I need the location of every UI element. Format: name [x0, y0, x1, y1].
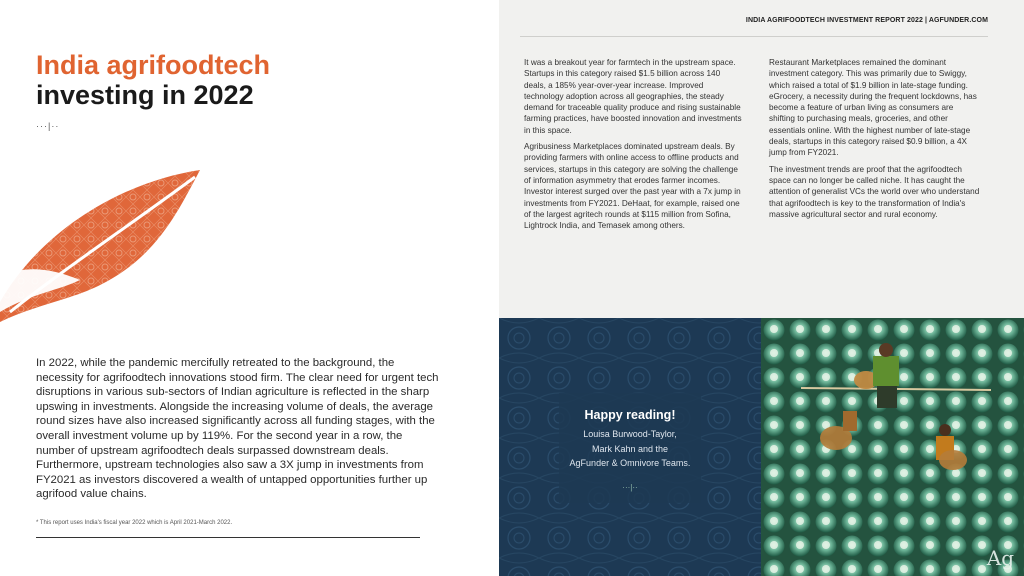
photo-illustration — [761, 318, 1024, 576]
signoff-line-3: AgFunder & Omnivore Teams. — [569, 458, 691, 468]
signoff-line-1: Louisa Burwood-Taylor, — [583, 429, 677, 439]
page-title — [36, 50, 270, 110]
signoff-line-2: Mark Kahn and the — [591, 443, 669, 454]
text-column-1 — [524, 57, 742, 236]
title-line-2: investing in 2022 — [36, 80, 254, 110]
text-column-2 — [769, 57, 981, 225]
title-line-1: India agrifoodtech — [36, 50, 271, 80]
footnote: * This report uses India's fiscal year 2022 which is April 2021-March 2022. — [36, 520, 233, 526]
column2-paragraph-1: Restaurant Marketplaces remained the dominant investment category. This was primarily due to Swiggy, which raised a total of $1.9 billion in late-stage funding. eGrocery, a necessity during the frequent lockdowns, has become a feature of urban living as consumers are shifting to purchasing meals, groceries, and other essentials online. With the highest number of late-stage deals, startups in this category raised $0.9 billion, a 4X jump from FY2021. — [769, 58, 977, 158]
signoff-names — [499, 427, 761, 471]
footnote-divider — [36, 537, 420, 538]
ornament-mark: ···|·· — [36, 121, 60, 131]
signoff-ornament: ···|·· — [622, 483, 638, 492]
intro-paragraph: In 2022, while the pandemic mercifully retreated to the background, the necessity for agrifoodtech innovations stood firm. The clear need for urgent tech disruptions in various sub-sectors of Indian agriculture is reflected in the sharp upswing in investments. Alongside the increasing volume of deals, the average round sizes have also increased significantly across all funding stages, with the overall investment volume up by 119%. For the second year in a row, the number of upstream agrifoodtech deals surpassed downstream deals. Furthermore, upstream technologies also saw a 3X jump in investments from FY2021 as investors discovered a wealth of untapped opportunities further up agrifood value chains. — [36, 357, 439, 501]
report-header: INDIA AGRIFOODTECH INVESTMENT REPORT 2022 | AGFUNDER.COM — [745, 17, 988, 24]
agfunder-logo: Ag — [986, 546, 1014, 570]
header-divider — [520, 36, 988, 37]
column1-paragraph-2: Agribusiness Marketplaces dominated upstream deals. By providing farmers with online access to offline products and services, startups in this category are solving the challenge of information asymmetry that erodes farmer incomes. Investor interest surged over the past year with a 7x jump in investments from FY2021. DeHaat, for example, raised one of the largest agritech rounds at $115 million from Sofina, Lightrock India, and Temasek among others. — [524, 142, 741, 231]
leaf-illustration — [0, 162, 210, 332]
signoff-heading: Happy reading! — [584, 408, 676, 422]
column1-paragraph-1: It was a breakout year for farmtech in the upstream space. Startups in this category raised $1.5 billion across 140 deals, a 185% year-over-year increase. Improved technology adoption across all geographies, the steady demand for traceable quality produce and rising sustainable farming practices, have boosted innovation and investments in this space. — [524, 58, 742, 135]
column2-paragraph-2: The investment trends are proof that the agrifoodtech space can no longer be called niche. It has caught the attention of generalist VCs the world over who understand that agrifoodtech is key to the transformation of India's massive agricultural sector and rural economy. — [769, 164, 980, 219]
cabbage-field-photo — [761, 318, 1024, 576]
